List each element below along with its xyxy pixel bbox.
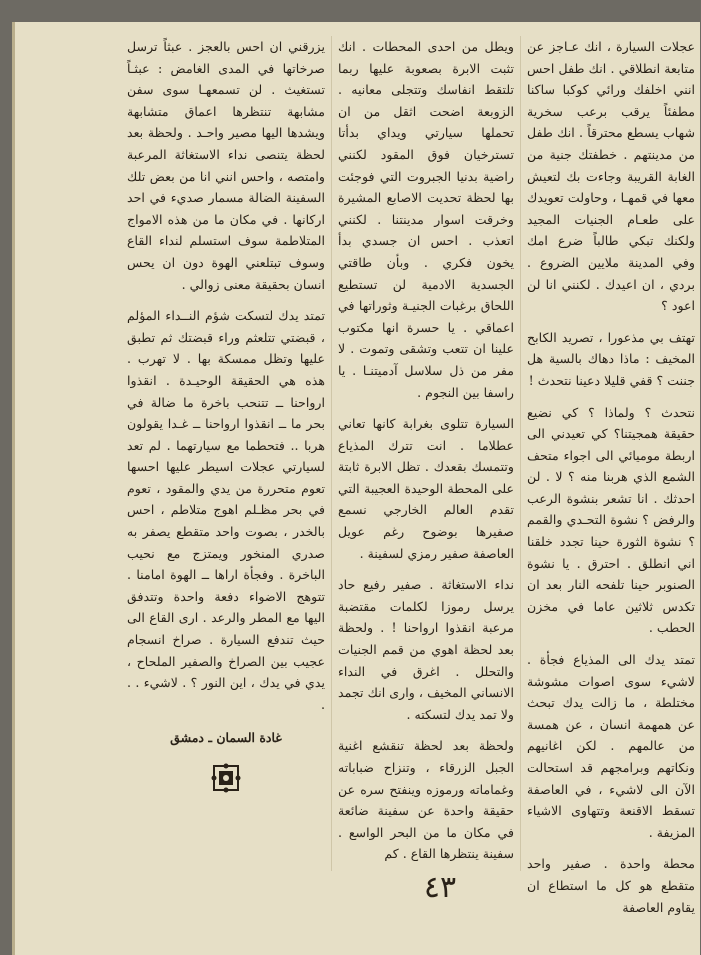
paragraph: يزرقني ان احس بالعجز . عبثاً ترسل صرخاتها في المدى الغامض : عبثـاً تستغيث . لن تسمعهـا سوى سفن مشابهة تنتظرها اعماق متشابهة ويشدها اليها مصير واحـد . ولحظة بعد لحظة يتنصى نداء الاستغاثة المرعبة وامتصه ، واحس انني انا من بعض تلك السفينة الضالة مسمار صديء في احد اركانها . في مكان ما من هذه الامواج المتلاطمة سوف استسلم لنداء القاع وسوف تبتلعني الهوة دون ان يحس انسان بحقيقة معنى زوالي .: [127, 39, 325, 292]
paragraph: تمتد يدك لتسكت شؤم النــداء المؤلم ، قبضتي تتلعثم وراء قبضتك ثم تطبق عليها وتظل ممسكة بها . لا تهرب . هذه هي الحقيقة الوحيـدة . انقذوا ارواحنا ــ تتنحب باخرة ما ضالة في بحر ما ــ انقذوا ارواحنا ــ غـدا يقولون هربا .. فتحطما مع سيارتهما . لم تعد لسيارتي عجلات اسيطر عليها احسها تعوم متحررة من يدي والمقود ، تعوم في بحر مظـلم اهوج متلاطم ، احس بالخدر ، بصوت واحد متقطع يصفر به صدري المنخور ويمتزج مع نحيب الباخرة . وفجأة اراها ــ الهوة امامنا . تتوهج الاضواء دفعة واحدة وتتدفق اليها مع المطر والرعد . ارى القاع الى حيث تندفع السيارة . صراخ انسجام عجيب بين الصراخ والصفير الملحاح ، يدي في يدك ، اين النور ؟ . لاشيء . . .: [127, 308, 325, 712]
paragraph: محطة واحدة . صفير واحد متقطع هو كل ما استطاع ان يقاوم العاصفة: [527, 856, 695, 915]
column-right: [521, 36, 701, 915]
column-middle: [331, 36, 521, 871]
paragraph: تهتف بي مذعورا ، تصريد الكابح المخيف : ماذا دهاك بالسية هل جننت ؟ قفي قليلا دعينا نتحدث !: [527, 329, 695, 388]
column-left: [121, 36, 331, 871]
paragraph: نتحدث ؟ ولماذا ؟ كي نضيع حقيقة همجيتنا؟ كي تعيدني الى اربطة موميائي الى اجواء متحف الشمع الذي هربنا منه ؟ لا . لن احدثك . انا تشعر بنشوة الرعب والرفض ؟ نشوة التحـدي والقمم ؟ نشوة الثورة حينا تجدد خلقنا اني انطلق . احترق . يا نشوة الصنوبر حينا تلفحه النار بعد ان تكدس ثلاثين عاما في مخزن الحطب .: [527, 404, 695, 636]
paragraph: تمتد يدك الى المذياع فجأة . لاشيء سوى اصوات مشوشة مختلطة ، ما زالت يدك تبحث عن همهمة انسان ، عن همسة من عالمهم . لكن اغانيهم ونكاتهم وبرامجهم قد استحالت الآن الى لاشيء ، في العاصفة تسقط الاقنعة وتتهاوى الاشياء المزيفة .: [527, 652, 695, 840]
paragraph: ويطل من احدى المحطات . انك تثبت الابرة بصعوبة عليها ربما تلتقط انفاسك وتتجلى معانيه . الزوبعة اضحت اثقل من ان تحملها سيارتي ويداي بدأتا تسترخيان فوق المقود لكنني راضية بدنيا الجبروت التي فوجئت بها لحظة تحديت الاصابع المشيرة وخرقت اسوار مدينتنا . لكنني اتعذب . احس ان جسدي بدأ يخون فكري . وبأن طاقتي الجسدية الادمية لن تستطيع اللحاق برغبات الجنيـة وثوراتها في اعماقي . يا حسرة انها مكتوب علينا ان تتعب وتشقى وتموت . لا مفر من ذل سلاسل آدميتنـا . يا راسفا بين النجوم .: [338, 39, 514, 400]
ornament-icon: [211, 763, 241, 793]
paragraph: عجلات السيارة ، انك عـاجز عن متابعة انطلاقي . انك طفل احس انني اخلفك ورائي كوكبا ساكنا مطفئاً يرقب برعب سخرية شهاب يسطع محترقاً . انك طفل من مدينتهم . خطفتك جنية من الغابة القريبة وجاءت بك لتعيش معها في قمهـا ، وحاولت تعويدك على طعـام الجنيات المجيد ولكنك تبكي طالباً ضرع امك وفي المدينة ملايين الضروع . بردي ، ان اعيدك . لكنني انا لن اعود ؟: [527, 39, 695, 314]
paragraph: السيارة تتلوى بغرابة كانها تعاني عطلاما . انت تترك المذياع وتتمسك بقعدك . تظل الابرة ثابتة على المحطة الوحيدة العجيبة التي تقدم العالم الخارجي نسمع صفيرها بوضوح رغم عويل العاصفة صفير رمزي لسفينة .: [338, 416, 514, 561]
magazine-page: [12, 22, 700, 955]
paragraph: نداء الاستغاثة . صفير رفيع حاد يرسل رموزا لكلمات مقتضبة مرعبة انقذوا ارواحنا ! . ولحظة بعد لحظة اهوي من قمم الجنيات والتحلل . اغرق في النداء الانساني المخيف ، وارى انك تجمد ولا تمد يدك لتسكته .: [338, 577, 514, 722]
author-signature: غادة السمان ـ دمشق: [170, 730, 282, 746]
paragraph: ولحظة بعد لحظة تنقشع اغنية الجبل الزرقاء ، وتنزاح ضباباته وغماماته ورموزه وينفتح سره عن حقيقة واحدة عن سفينة ضائعة في مكان ما من البحر الواسع . سفينة ينتظرها القاع . كم: [338, 738, 514, 862]
page-number: ٤٣: [423, 870, 457, 905]
